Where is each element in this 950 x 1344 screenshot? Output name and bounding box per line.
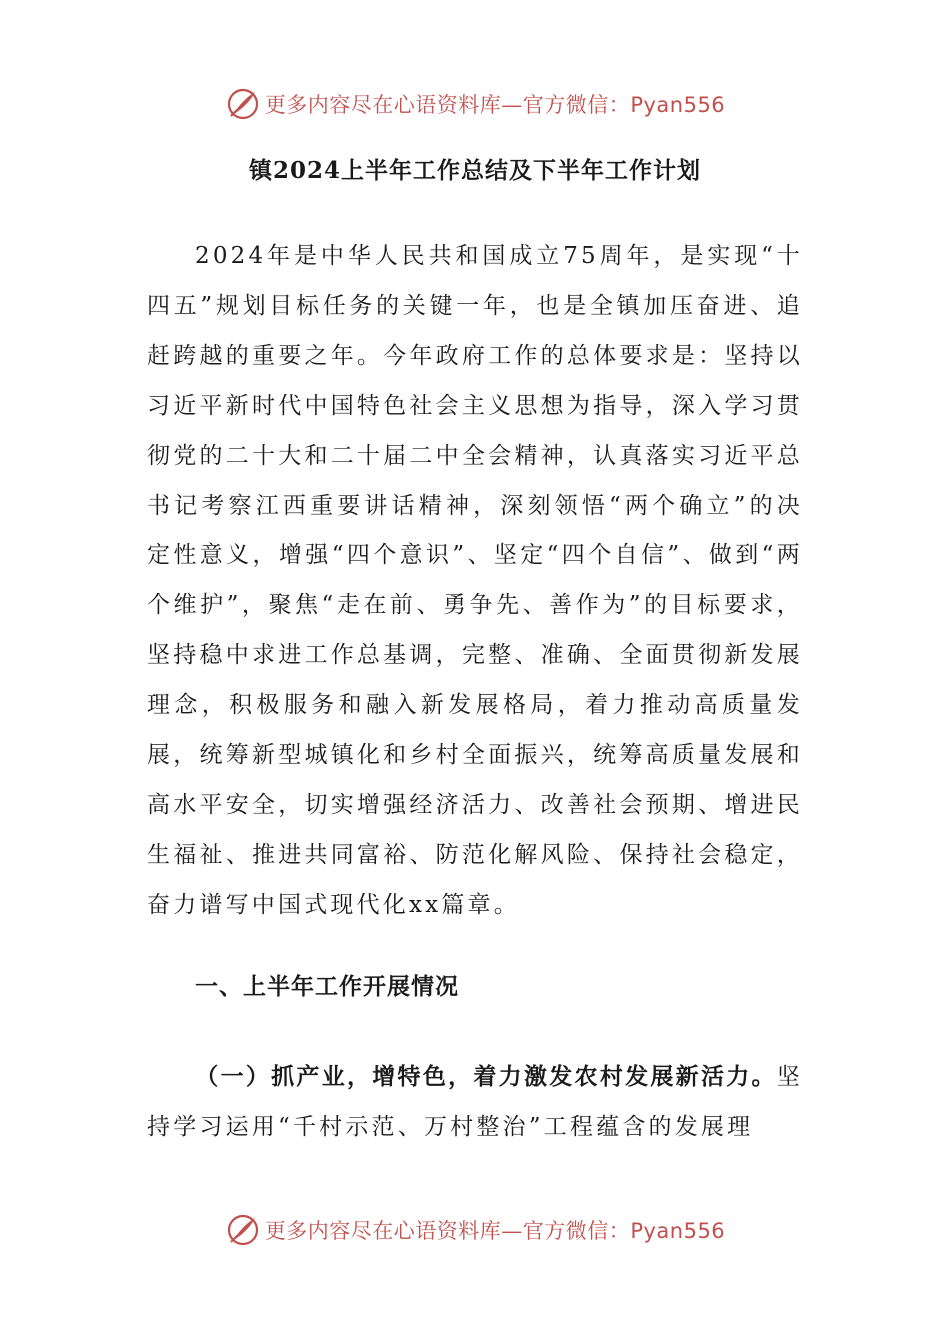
document-title: 镇2024上半年工作总结及下半年工作计划 xyxy=(248,157,701,184)
watermark-wechat-id: Pyan556 xyxy=(630,93,726,117)
subsection-heading: （一）抓产业，增特色，着力激发农村发展新活力。 xyxy=(195,1063,777,1090)
watermark-text xyxy=(265,89,725,119)
watermark-wechat-id: Pyan556 xyxy=(630,1219,726,1243)
quill-pen-logo-icon xyxy=(225,1212,261,1248)
section-heading: 一、上半年工作开展情况 xyxy=(195,973,459,1000)
subsection-block xyxy=(147,1052,803,1153)
watermark-label: 更多内容尽在心语资料库—官方微信： xyxy=(264,1219,631,1243)
intro-paragraph: 2024年是中华人民共和国成立75周年，是实现“十四五”规划目标任务的关键一年，也是全镇加压奋进、追赶跨越的重要之年。今年政府工作的总体要求是：坚持以习近平新时代中国特色社会主义思想为指导，深入学习贯彻党的二十大和二十届二中全会精神，认真落实习近平总书记考察江西重要讲话精神，深刻领悟“两个确立”的决定性意义，增强“四个意识”、坚定“四个自信”、做到“两个维护”，聚焦“走在前、勇争先、善作为”的目标要求，坚持稳中求进工作总基调，完整、准确、全面贯彻新发展理念，积极服务和融入新发展格局，着力推动高质量发展，统筹新型城镇化和乡村全面振兴，统筹高质量发展和高水平安全，切实增强经济活力、改善社会预期、增进民生福祉、推进共同富裕、防范化解风险、保持社会稳定，奋力谱写中国式现代化xx篇章。 xyxy=(147,243,803,918)
header-watermark xyxy=(0,84,950,124)
quill-pen-logo-icon xyxy=(225,86,261,122)
footer-watermark xyxy=(0,1210,950,1250)
subsection-text: 坚持学习运用“千村示范、万村整治”工程蕴含的发展理 xyxy=(147,1064,803,1140)
watermark-text xyxy=(265,1215,725,1245)
watermark-label: 更多内容尽在心语资料库—官方微信： xyxy=(264,93,631,117)
